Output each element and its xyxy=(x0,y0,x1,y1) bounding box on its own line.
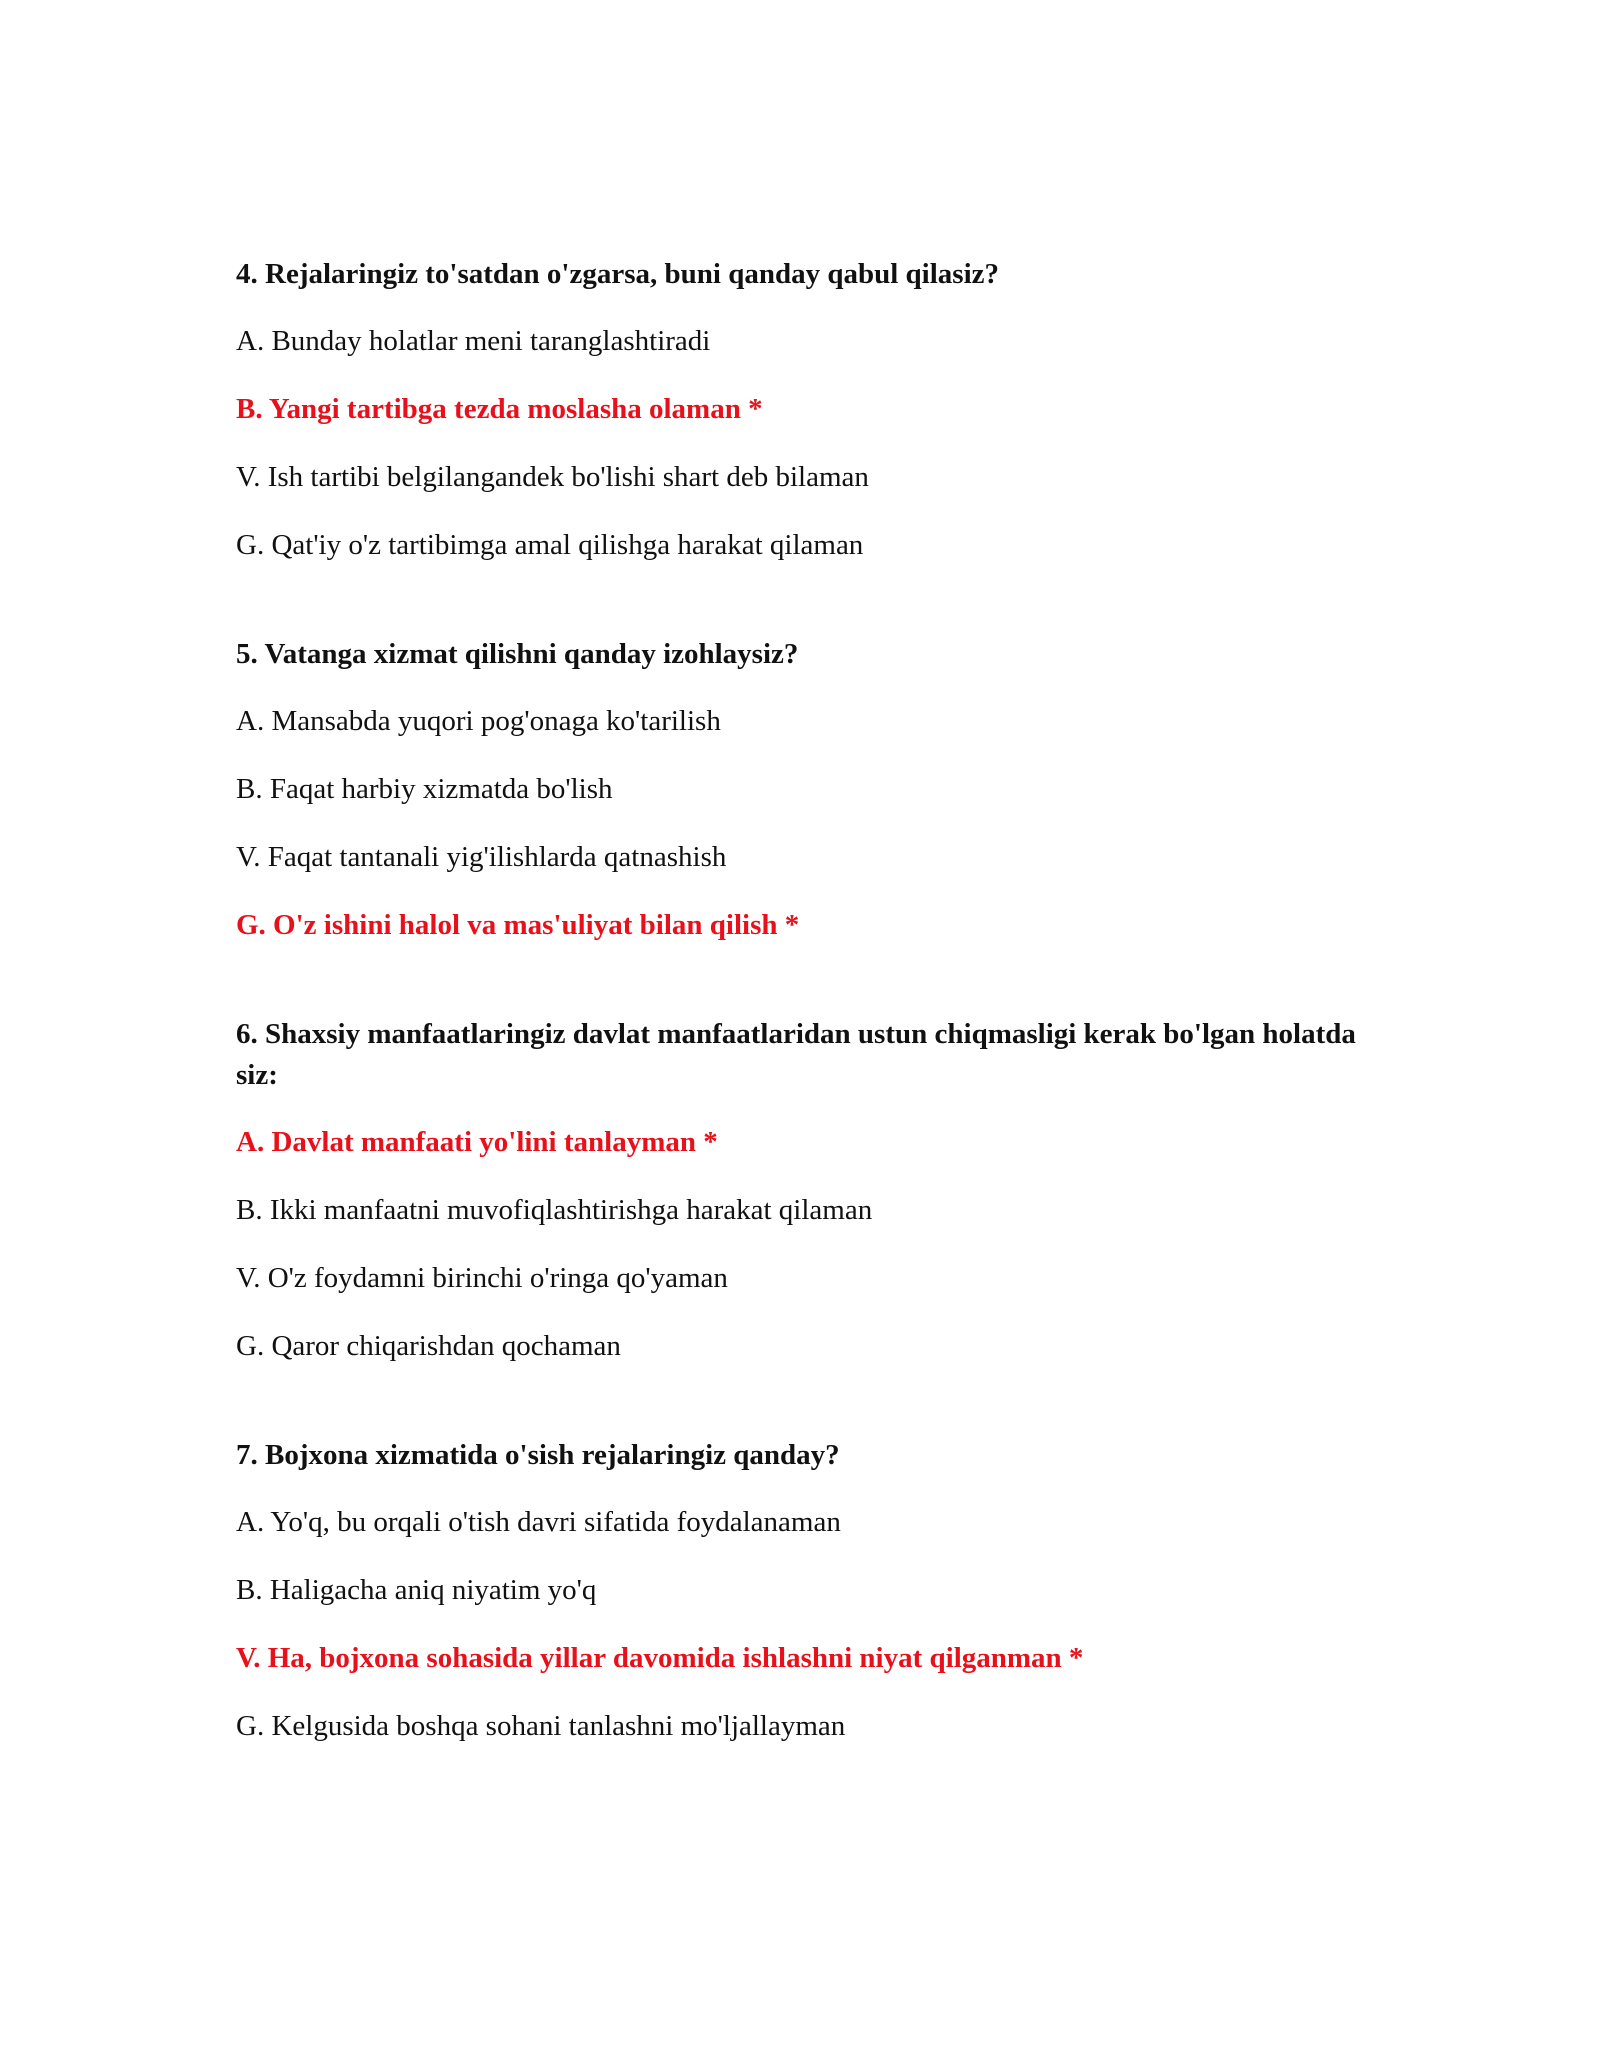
answer-option: G. Qaror chiqarishdan qochaman xyxy=(236,1330,621,1362)
answer-option: V. Faqat tantanali yig'ilishlarda qatnashish xyxy=(236,841,727,873)
question-title: 4. Rejalaringiz to'satdan o'zgarsa, buni qanday qabul qilasiz? xyxy=(236,258,999,290)
answer-option: G. Kelgusida boshqa sohani tanlashni mo'ljallayman xyxy=(236,1710,846,1742)
answer-option: B. Ikki manfaatni muvofiqlashtirishga harakat qilaman xyxy=(236,1194,873,1226)
answer-option-correct: G. O'z ishini halol va mas'uliyat bilan qilish * xyxy=(236,909,800,941)
answer-option-correct: A. Davlat manfaati yo'lini tanlayman * xyxy=(236,1126,718,1158)
answer-option: A. Bunday holatlar meni taranglashtiradi xyxy=(236,325,711,357)
question-title: 5. Vatanga xizmat qilishni qanday izohlaysiz? xyxy=(236,638,799,670)
answer-option: G. Qat'iy o'z tartibimga amal qilishga harakat qilaman xyxy=(236,529,864,561)
question-title: 7. Bojxona xizmatida o'sish rejalaringiz qanday? xyxy=(236,1439,840,1471)
question-block-4 xyxy=(236,254,1366,566)
answer-option: B. Haligacha aniq niyatim yo'q xyxy=(236,1574,597,1606)
document-page xyxy=(236,254,1366,1747)
question-title: 6. Shaxsiy manfaatlaringiz davlat manfaatlaridan ustun chiqmasligi kerak bo'lgan holatda siz: xyxy=(236,1018,1356,1091)
answer-option-correct: B. Yangi tartibga tezda moslasha olaman * xyxy=(236,393,763,425)
question-block-5 xyxy=(236,634,1366,946)
answer-option: V. O'z foydamni birinchi o'ringa qo'yaman xyxy=(236,1262,728,1294)
answer-option: A. Mansabda yuqori pog'onaga ko'tarilish xyxy=(236,705,721,737)
answer-option: B. Faqat harbiy xizmatda bo'lish xyxy=(236,773,613,805)
answer-option-correct: V. Ha, bojxona sohasida yillar davomida ishlashni niyat qilganman * xyxy=(236,1642,1084,1674)
question-block-7 xyxy=(236,1435,1366,1747)
answer-option: A. Yo'q, bu orqali o'tish davri sifatida foydalanaman xyxy=(236,1506,841,1538)
question-block-6 xyxy=(236,1014,1366,1367)
answer-option: V. Ish tartibi belgilangandek bo'lishi shart deb bilaman xyxy=(236,461,869,493)
